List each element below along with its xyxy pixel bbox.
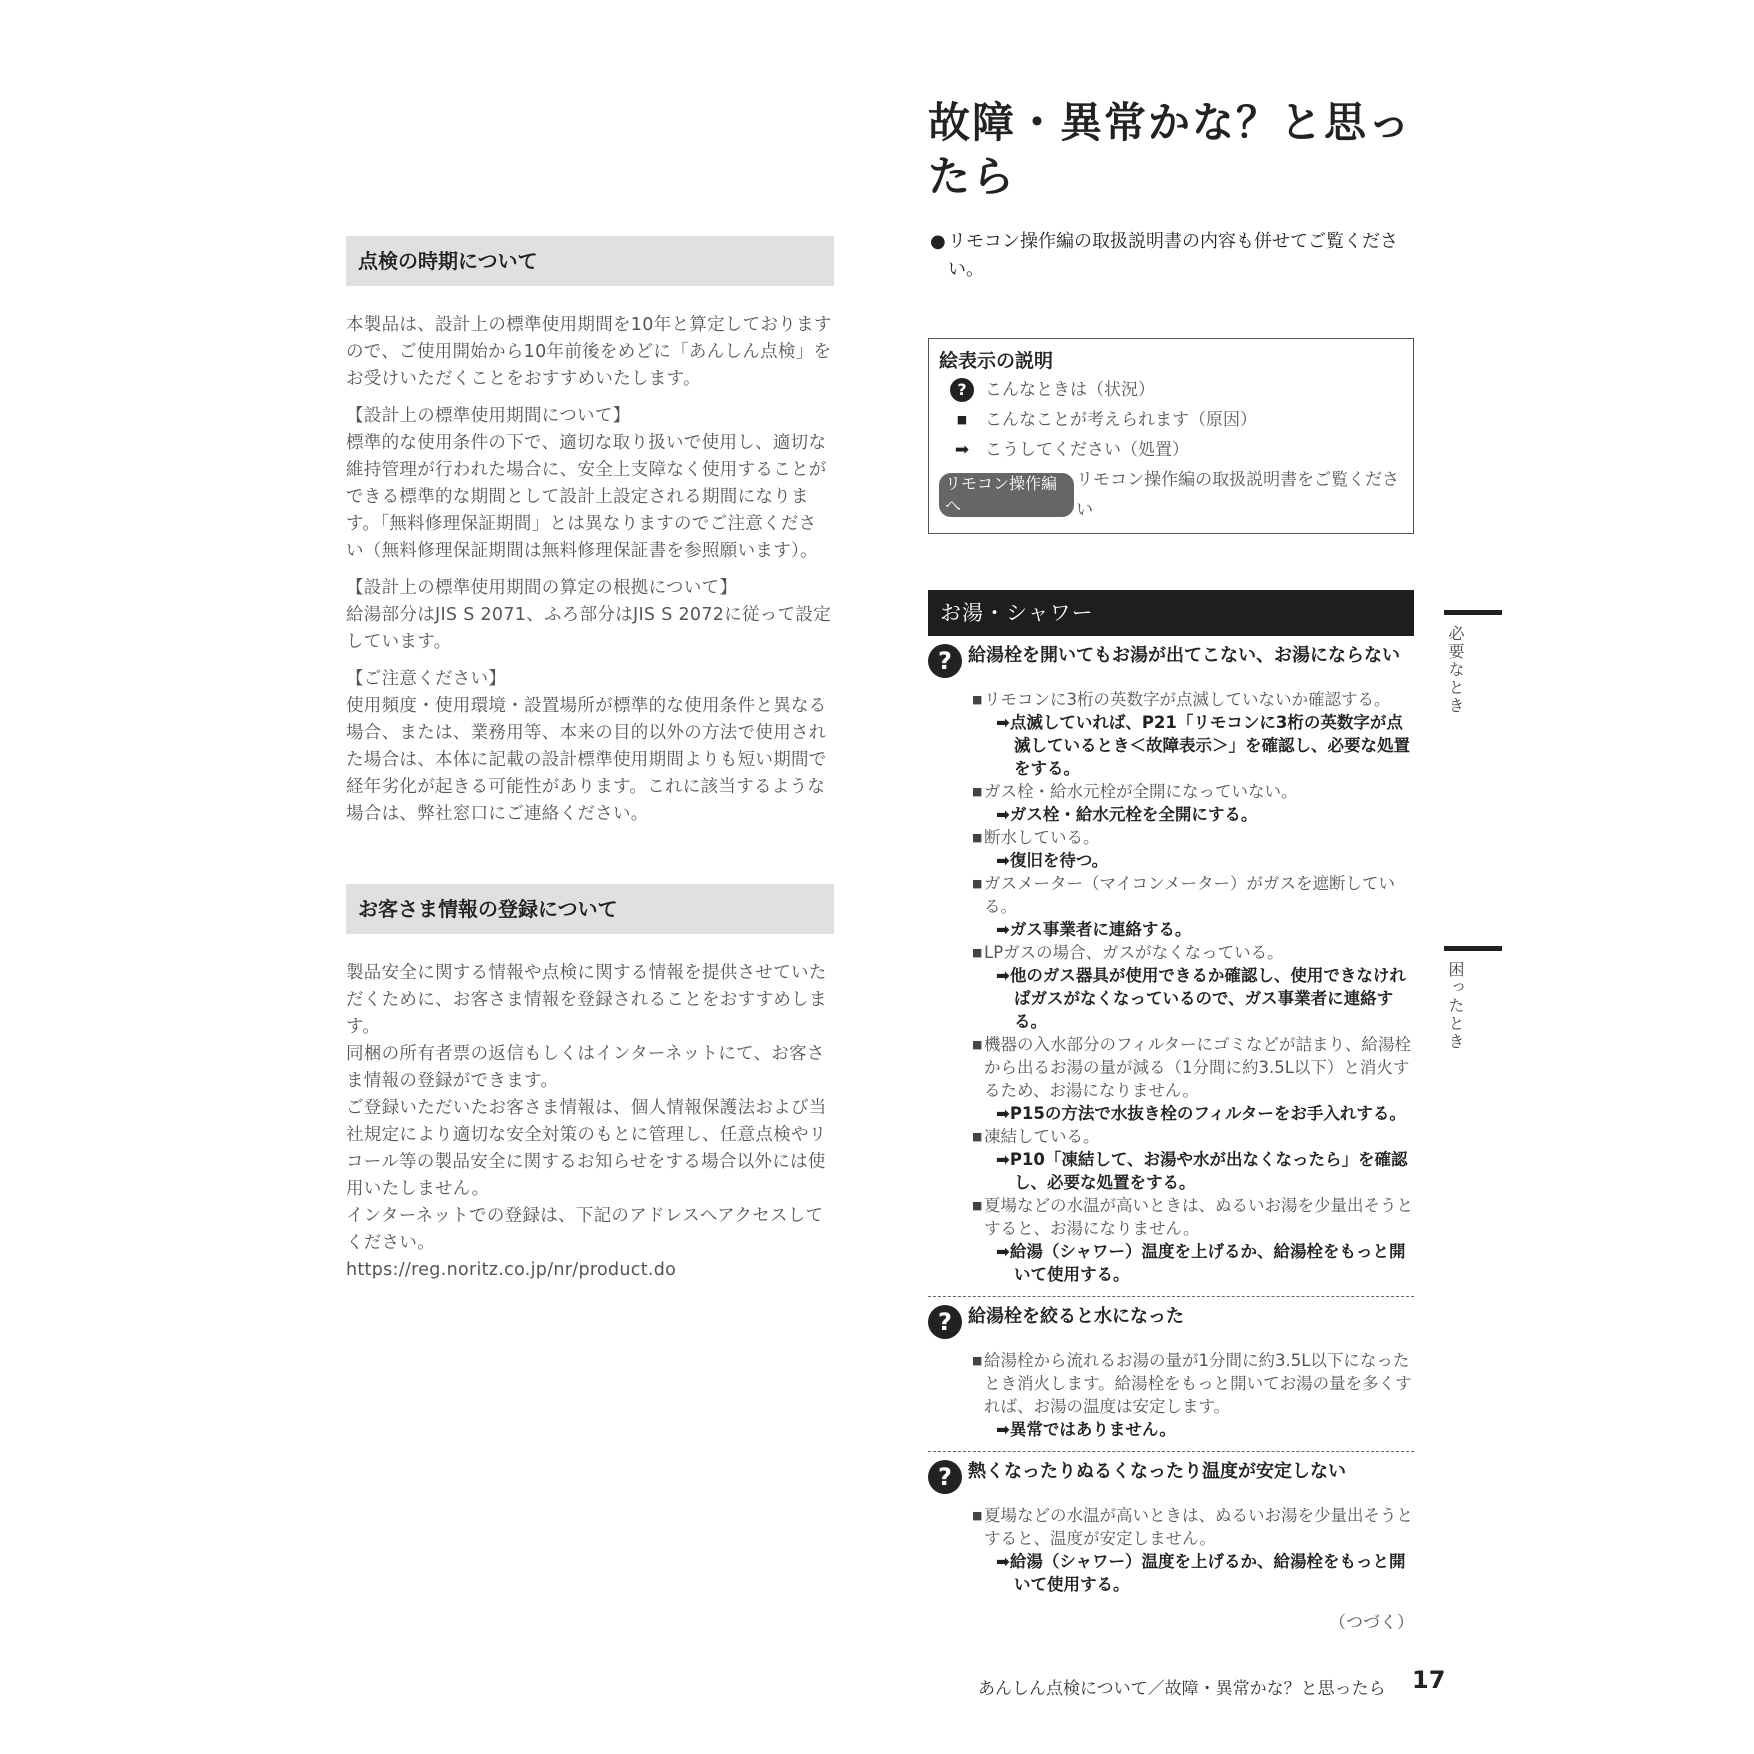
legend-title: 絵表示の説明	[939, 350, 1054, 372]
side-tab-needed	[1444, 610, 1502, 715]
action-item: ➡給湯（シャワー）温度を上げるか、給湯栓をもっと開いて使用する。	[996, 1552, 1406, 1594]
question-block-1	[928, 644, 1414, 1286]
registration-p3: ご登録いただいたお客さま情報は、個人情報保護法および当社規定により適切な安全対策のもとに管理し、任意点検やリコール等の製品安全に関するお知らせをする場合以外には使用いたしません。	[346, 1098, 827, 1199]
question-3-items	[928, 1504, 1414, 1596]
square-bullet-icon: ■	[972, 1038, 983, 1051]
action-item: ➡ガス事業者に連絡する。	[996, 920, 1192, 939]
page-title-line2: たら	[928, 152, 1017, 201]
action-item: ➡他のガス器具が使用できるか確認し、使用できなければガスがなくなっているので、ガス事業者に連絡する。	[996, 966, 1406, 1031]
legend-cause-text: こんなことが考えられます（原因）	[985, 410, 1257, 430]
cause-item: ■ 夏場などの水温が高いときは、ぬるいお湯を少量出そうとすると、温度が安定しません。	[972, 1506, 1413, 1548]
square-bullet-icon: ■	[972, 1509, 983, 1522]
design-period-text: 標準的な使用条件の下で、適切な取り扱いで使用し、適切な維持管理が行われた場合に、安全上支障なく使用することができる標準的な期間として設計上設定される期間になります。「無料修理保証期間」とは異なりますのでご注意ください（無料修理保証期間は無料修理保証書を参照願います）。	[346, 433, 827, 561]
side-tab-trouble	[1444, 946, 1502, 1051]
inspection-p1: 本製品は、設計上の標準使用期間を10年と算定しておりますので、ご使用開始から10年前後をめどに「あんしん点検」をお受けいただくことをおすすめいたします。	[346, 315, 832, 389]
cause-item: ■ 給湯栓から流れるお湯の量が1分間に約3.5L以下になったとき消火します。給湯栓をもっと開いてお湯の量を多くすれば、お湯の温度は安定します。	[972, 1351, 1412, 1416]
remote-manual-badge: リモコン操作編へ	[939, 473, 1074, 517]
arrow-right-icon: ➡	[954, 440, 970, 460]
design-period-heading: 【設計上の標準使用期間について】	[346, 406, 631, 426]
action-item: ➡ガス栓・給水元栓を全開にする。	[996, 805, 1258, 824]
square-bullet-icon: ■	[972, 1354, 983, 1367]
remote-note	[928, 228, 1414, 284]
cause-item: ■ 断水している。	[972, 828, 1100, 847]
legend-situation-text: こんなときは（状況）	[985, 380, 1155, 400]
question-icon: ?	[928, 1305, 962, 1339]
legend-row-cause	[939, 405, 1403, 435]
cause-item: ■ LPガスの場合、ガスがなくなっている。	[972, 943, 1284, 962]
question-2-items	[928, 1349, 1414, 1441]
page-number: 17	[1412, 1666, 1446, 1694]
question-title-1: ? 給湯栓を開いてもお湯が出てこない、お湯にならない	[928, 644, 1414, 678]
footer-text: あんしん点検について／故障・異常かな？と思ったら	[978, 1679, 1386, 1699]
inspection-heading: 点検の時期について	[346, 236, 834, 286]
legend-row-remote	[939, 465, 1403, 525]
basis-heading: 【設計上の標準使用期間の算定の根拠について】	[346, 578, 738, 598]
category-heading: お湯・シャワー	[928, 590, 1414, 636]
bullet-dot-icon: ●	[930, 231, 946, 252]
square-bullet-icon: ■	[972, 1199, 983, 1212]
cause-item: ■ ガス栓・給水元栓が全開になっていない。	[972, 782, 1298, 801]
square-bullet-icon: ■	[972, 877, 983, 890]
cause-item: ■ 機器の入水部分のフィルターにゴミなどが詰まり、給湯栓から出るお湯の量が減る（1分間に約3.5L以下）と消火するため、お湯になりません。	[972, 1035, 1412, 1100]
page-title-line1: 故障・異常かな？と思っ	[928, 98, 1413, 147]
registration-p4: インターネットでの登録は、下記のアドレスへアクセスしてください。	[346, 1206, 824, 1253]
square-bullet-icon: ■	[972, 693, 983, 706]
basis-text: 給湯部分はJIS S 2071、ふろ部分はJIS S 2072に従って設定しています。	[346, 605, 831, 652]
registration-p2: 同梱の所有者票の返信もしくはインターネットにて、お客さま情報の登録ができます。	[346, 1044, 825, 1091]
legend-row-action	[939, 435, 1403, 465]
registration-url[interactable]: https://reg.noritz.co.jp/nr/product.do	[346, 1260, 677, 1280]
question-1-items	[928, 688, 1414, 1286]
left-column	[346, 236, 834, 1284]
cause-item: ■ 夏場などの水温が高いときは、ぬるいお湯を少量出そうとすると、お湯になりません。	[972, 1196, 1413, 1238]
registration-body	[346, 960, 834, 1284]
question-block-2	[928, 1305, 1414, 1441]
question-title-3: ? 熱くなったりぬるくなったり温度が安定しない	[928, 1460, 1414, 1494]
action-item: ➡復旧を待つ。	[996, 851, 1109, 870]
registration-heading: お客さま情報の登録について	[346, 884, 834, 934]
question-icon: ?	[950, 378, 974, 402]
remote-note-text: リモコン操作編の取扱説明書の内容も併せてご覧ください。	[948, 231, 1398, 280]
square-bullet-icon: ■	[972, 946, 983, 959]
question-title-2: ? 給湯栓を絞ると水になった	[928, 1305, 1414, 1339]
question-icon: ?	[928, 1460, 962, 1494]
legend-action-text: こうしてください（処置）	[985, 440, 1189, 460]
divider	[928, 1296, 1414, 1297]
action-item: ➡異常ではありません。	[996, 1420, 1176, 1439]
legend-box	[928, 338, 1414, 534]
question-icon: ?	[928, 644, 962, 678]
square-bullet-icon: ■	[972, 785, 983, 798]
action-item: ➡点滅していれば、P21「リモコンに3桁の英数字が点滅しているとき＜故障表示＞」を確認し、必要な処置をする。	[996, 713, 1410, 778]
caution-text: 使用頻度・使用環境・設置場所が標準的な使用条件と異なる場合、または、業務用等、本来の目的以外の方法で使用された場合は、本体に記載の設計標準使用期間よりも短い期間で経年劣化が起きる可能性があります。これに該当するような場合は、弊社窓口にご連絡ください。	[346, 696, 827, 824]
action-item: ➡P15の方法で水抜き栓のフィルターをお手入れする。	[996, 1104, 1406, 1123]
square-bullet-icon: ■	[972, 831, 983, 844]
cause-item: ■ リモコンに3桁の英数字が点滅していないか確認する。	[972, 690, 1391, 709]
action-item: ➡P10「凍結して、お湯や水が出なくなったら」を確認し、必要な処置をする。	[996, 1150, 1408, 1192]
action-item: ➡給湯（シャワー）温度を上げるか、給湯栓をもっと開いて使用する。	[996, 1242, 1406, 1284]
inspection-body	[346, 312, 834, 828]
registration-p1: 製品安全に関する情報や点検に関する情報を提供させていただくために、お客さま情報を登録されることをおすすめします。	[346, 963, 827, 1037]
square-bullet-icon: ■	[972, 1130, 983, 1143]
legend-row-situation	[939, 375, 1403, 405]
divider	[928, 1451, 1414, 1452]
right-column	[928, 96, 1414, 1633]
question-block-3	[928, 1460, 1414, 1596]
cause-item: ■ 凍結している。	[972, 1127, 1100, 1146]
side-tab-trouble-label: 困ったとき	[1446, 961, 1465, 1051]
continued-label: （つづく）	[1329, 1613, 1414, 1633]
square-bullet-icon: ■	[956, 413, 968, 426]
legend-remote-text: リモコン操作編の取扱説明書をご覧ください	[1076, 470, 1400, 520]
side-tab-needed-label: 必要なとき	[1446, 625, 1465, 715]
cause-item: ■ ガスメーター（マイコンメーター）がガスを遮断している。	[972, 874, 1396, 916]
page-title	[928, 96, 1414, 204]
caution-heading: 【ご注意ください】	[346, 669, 507, 689]
